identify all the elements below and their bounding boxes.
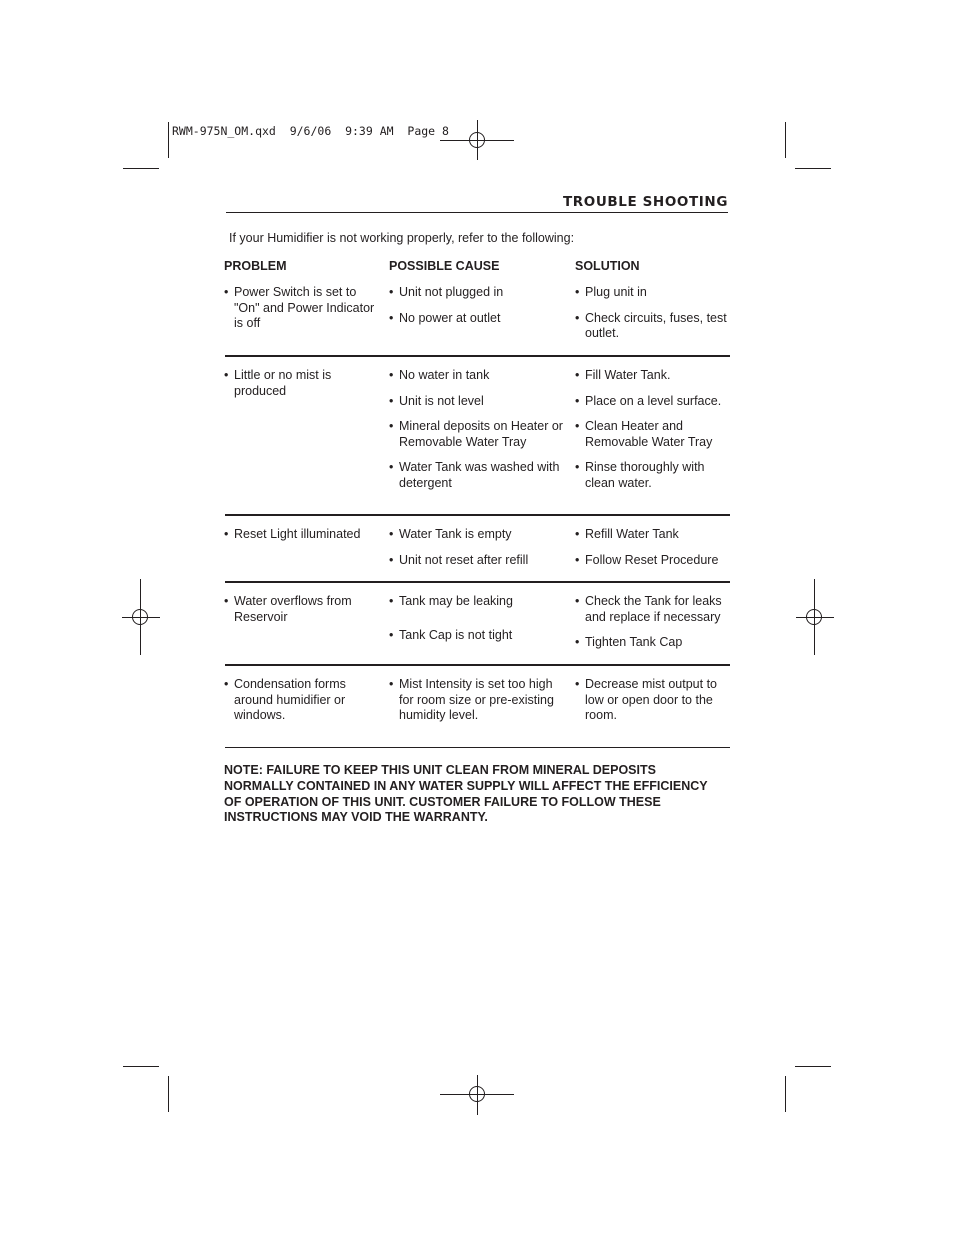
row-4-problem [224,594,382,635]
intro-text: If your Humidifier is not working properly, refer to the following: [229,231,575,245]
problem-item: • Reset Light illuminated [224,527,382,543]
page-title: TROUBLE SHOOTING [562,194,728,210]
solution-item: • Place on a level surface. [575,394,733,410]
crop-mark [785,1076,786,1112]
solution-item: • Check the Tank for leaks and replace if necessary [575,594,733,625]
row-1-causes [389,285,567,336]
problem-item: • Condensation forms around humidifier or windows. [224,677,382,724]
row-3-solutions [575,527,733,578]
warranty-note: NOTE: FAILURE TO KEEP THIS UNIT CLEAN FROM MINERAL DEPOSITS NORMALLY CONTAINED IN ANY WATER SUPPLY WILL AFFECT THE EFFICIENCY OF OPERATION OF THIS UNIT. CUSTOMER FAILURE TO FOLLOW THESE INSTRUCTIONS MAY VOID THE WARRANTY. [224,763,708,825]
row-divider [225,581,730,583]
cause-item: • Unit is not level [389,394,567,410]
column-header-cause: POSSIBLE CAUSE [389,259,500,273]
row-5-causes [389,677,567,734]
title-divider [226,212,728,213]
row-1-problem [224,285,382,342]
problem-item: • Power Switch is set to "On" and Power Indicator is off [224,285,382,332]
problem-item: • Little or no mist is produced [224,368,382,399]
print-slug: RWM-975N_OM.qxd 9/6/06 9:39 AM Page 8 [172,124,449,138]
cause-item: • Water Tank was washed with detergent [389,460,567,491]
row-divider [225,664,730,666]
problem-item: • Water overflows from Reservoir [224,594,382,625]
cause-item: • No water in tank [389,368,567,384]
crop-mark [123,1066,159,1067]
solution-item: • Fill Water Tank. [575,368,733,384]
cause-item: • Mist Intensity is set too high for room size or pre-existing humidity level. [389,677,567,724]
row-divider [225,747,730,748]
registration-mark-icon [469,1086,485,1102]
row-3-problem [224,527,382,553]
crop-mark [785,122,786,158]
row-4-causes [389,594,567,653]
column-header-solution: SOLUTION [575,259,640,273]
solution-item: • Rinse thoroughly with clean water. [575,460,733,491]
row-2-causes [389,368,567,502]
crop-mark [168,122,169,158]
cause-item: • Water Tank is empty [389,527,567,543]
registration-mark-icon [469,132,485,148]
crop-mark [168,1076,169,1112]
cause-item: • Tank Cap is not tight [389,628,567,644]
cause-item: • Tank may be leaking [389,594,567,610]
solution-item: • Follow Reset Procedure [575,553,733,569]
crop-mark [795,1066,831,1067]
row-5-solutions [575,677,733,734]
cause-item: • No power at outlet [389,311,567,327]
row-2-solutions [575,368,733,502]
row-5-problem [224,677,382,734]
row-3-causes [389,527,567,578]
row-1-solutions [575,285,733,352]
row-4-solutions [575,594,733,661]
solution-item: • Refill Water Tank [575,527,733,543]
row-divider [225,355,730,357]
solution-item: • Decrease mist output to low or open door to the room. [575,677,733,724]
cause-item: • Unit not plugged in [389,285,567,301]
cause-item: • Unit not reset after refill [389,553,567,569]
solution-item: • Tighten Tank Cap [575,635,733,651]
crop-mark [795,168,831,169]
row-divider [225,514,730,516]
row-2-problem [224,368,382,409]
registration-mark-icon [132,609,148,625]
cause-item: • Mineral deposits on Heater or Removable Water Tray [389,419,567,450]
solution-item: • Plug unit in [575,285,733,301]
column-header-problem: PROBLEM [224,259,287,273]
crop-mark [123,168,159,169]
registration-mark-icon [806,609,822,625]
solution-item: • Clean Heater and Removable Water Tray [575,419,733,450]
solution-item: • Check circuits, fuses, test outlet. [575,311,733,342]
